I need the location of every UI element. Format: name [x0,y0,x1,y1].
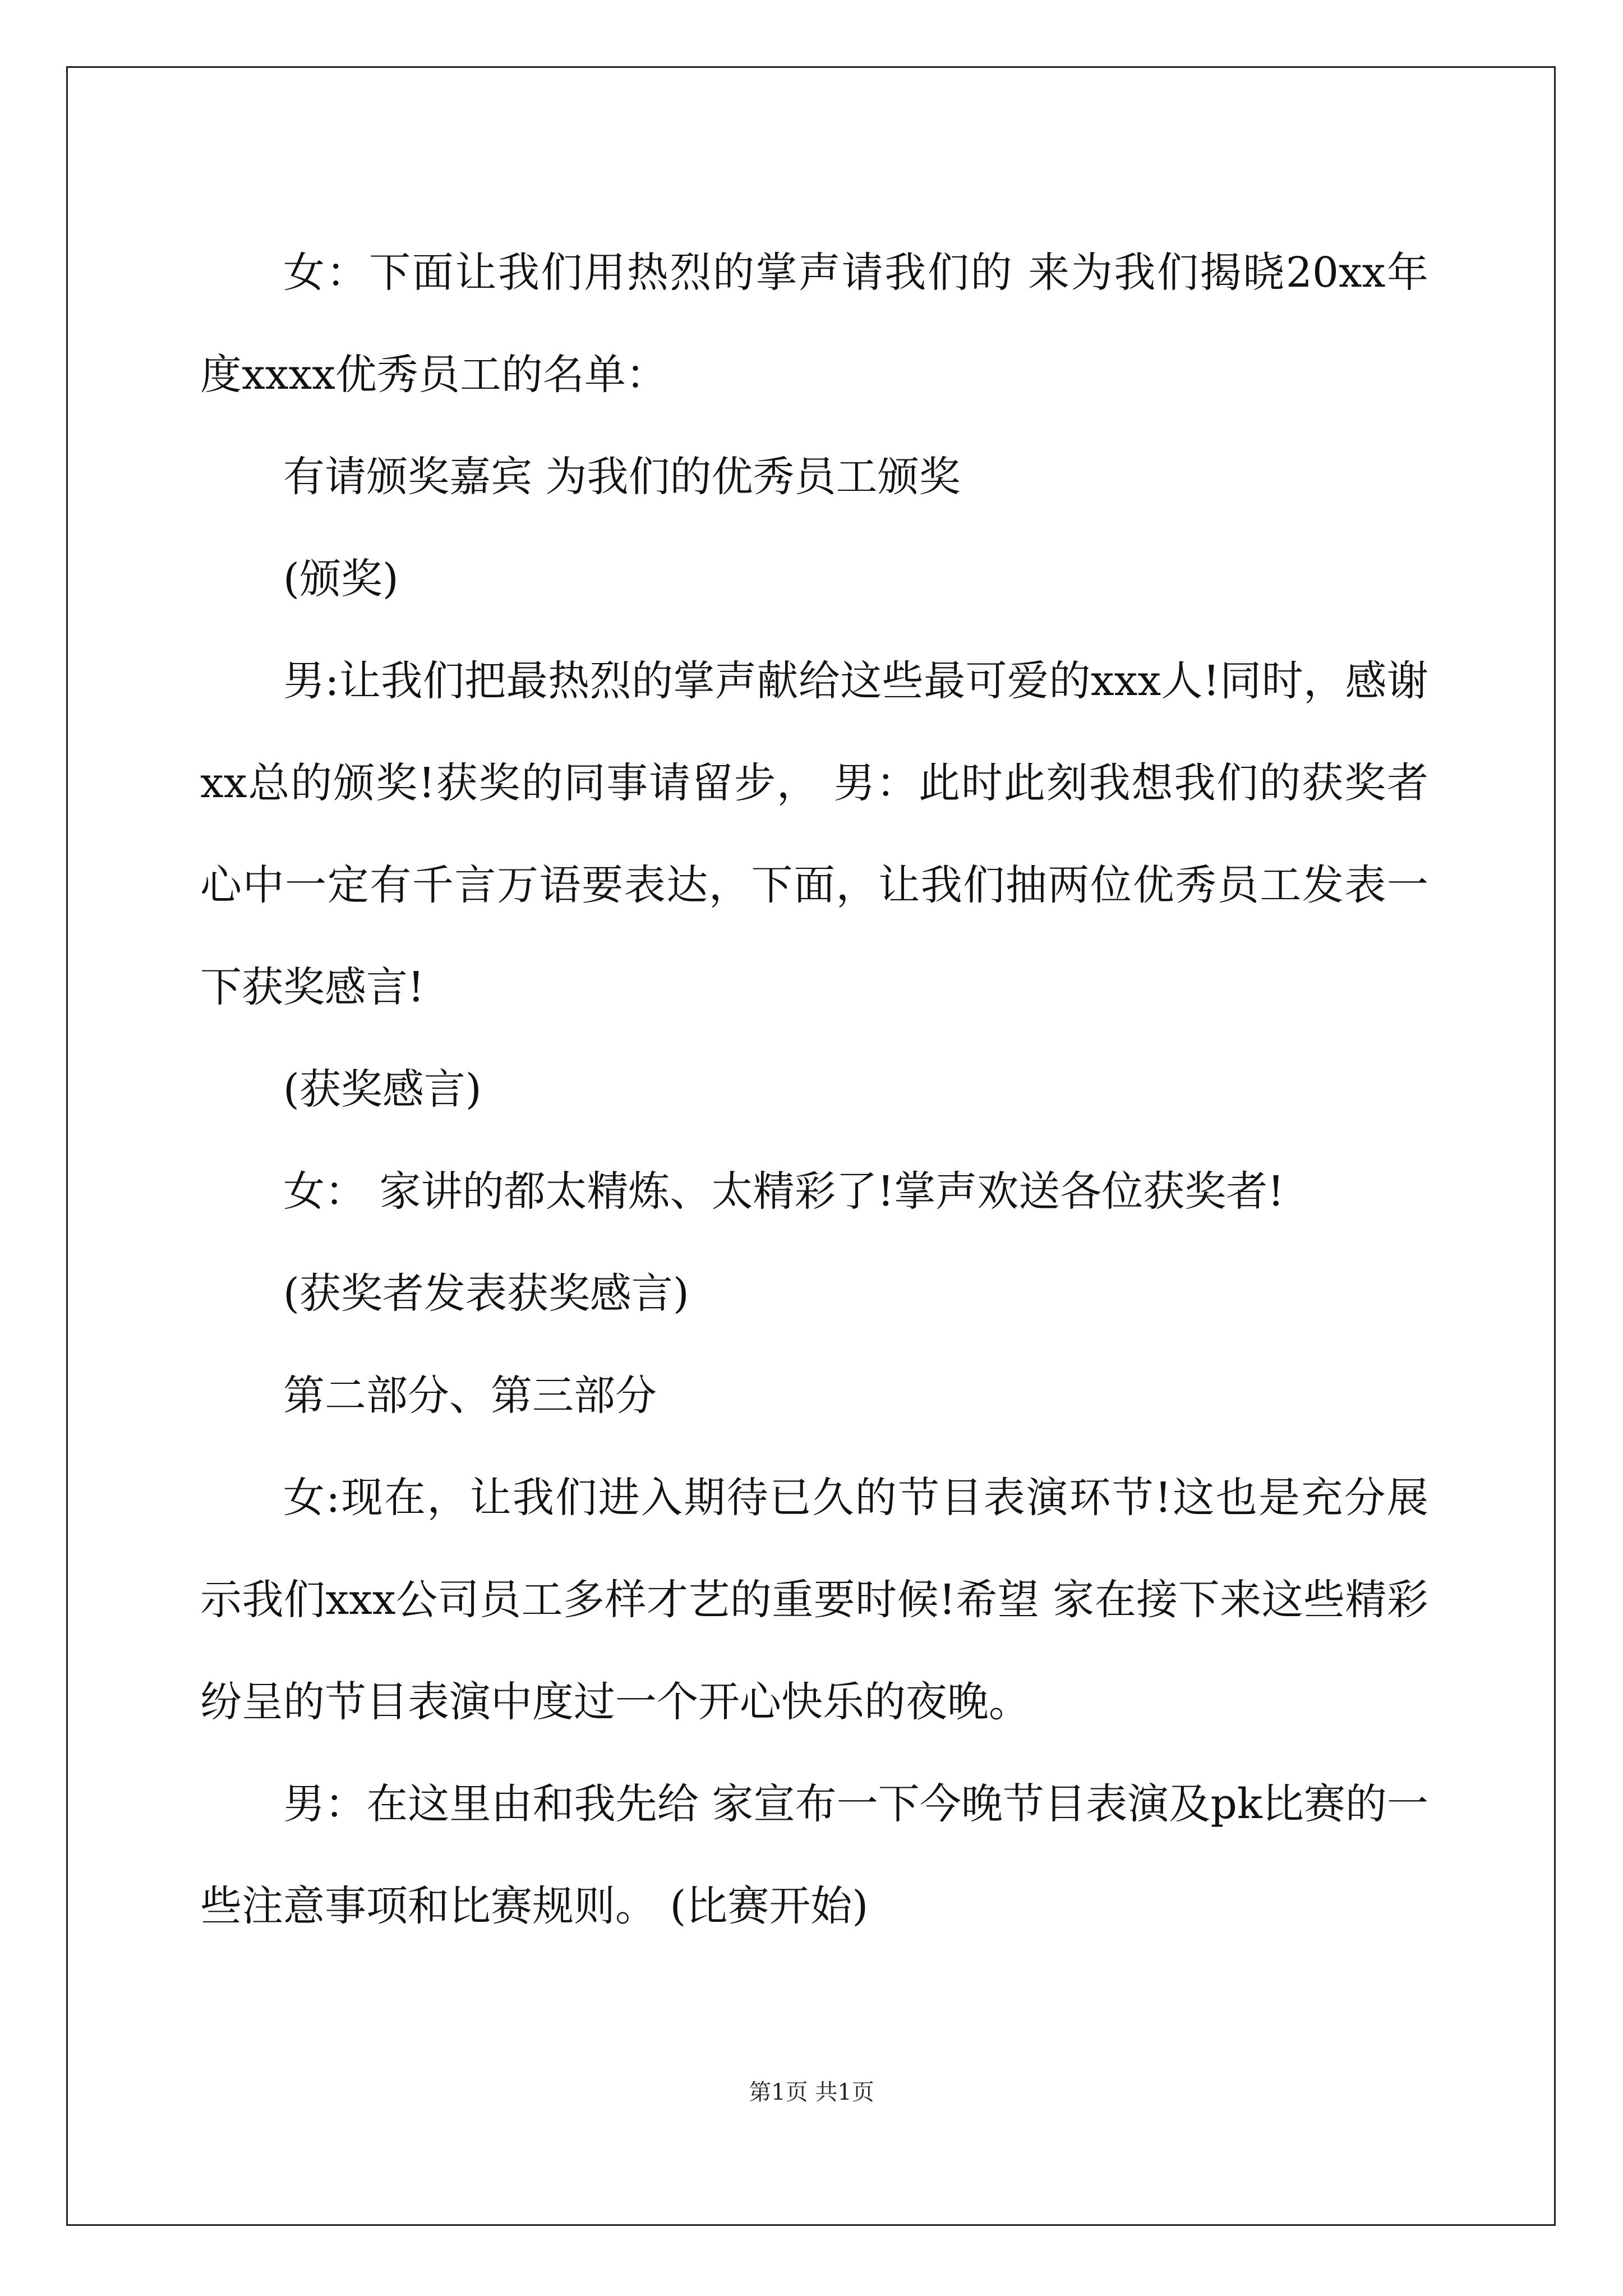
document-body [200,222,1428,1957]
paragraph: (获奖者发表获奖感言) [283,1269,689,1318]
page-footer [0,2076,1623,2109]
paragraph: (颁奖) [283,555,399,603]
paragraph: 女：下面让我们用热烈的掌声请我们的 来为我们揭晓20xx年度xxxx优秀员工的名单： [200,249,1428,399]
paragraph: 第二部分、第三部分 [283,1372,657,1420]
paragraph: 男：在这里由和我先给 家宣布一下今晚节目表演及pk比赛的一些注意事项和比赛规则。 (比赛开始) [200,1780,1428,1930]
paragraph: 女:现在，让我们进入期待已久的节目表演环节!这也是充分展示我们xxx公司员工多样才艺的重要时候!希望 家在接下来这些精彩纷呈的节目表演中度过一个开心快乐的夜晚。 [200,1474,1428,1726]
page-number-label: 第1页 共1页 [749,2079,874,2105]
paragraph: 有请颁奖嘉宾 为我们的优秀员工颁奖 [283,453,961,501]
paragraph: 男:让我们把最热烈的掌声献给这些最可爱的xxx人!同时，感谢xx总的颁奖!获奖的同事请留步， 男：此时此刻我想我们的获奖者心中一定有千言万语要表达，下面，让我们抽两位优秀员工发表一下获奖感言! [200,657,1428,1011]
paragraph: 女： 家讲的都太精炼、太精彩了!掌声欢送各位获奖者! [283,1167,1284,1216]
paragraph: (获奖感言) [283,1065,482,1114]
